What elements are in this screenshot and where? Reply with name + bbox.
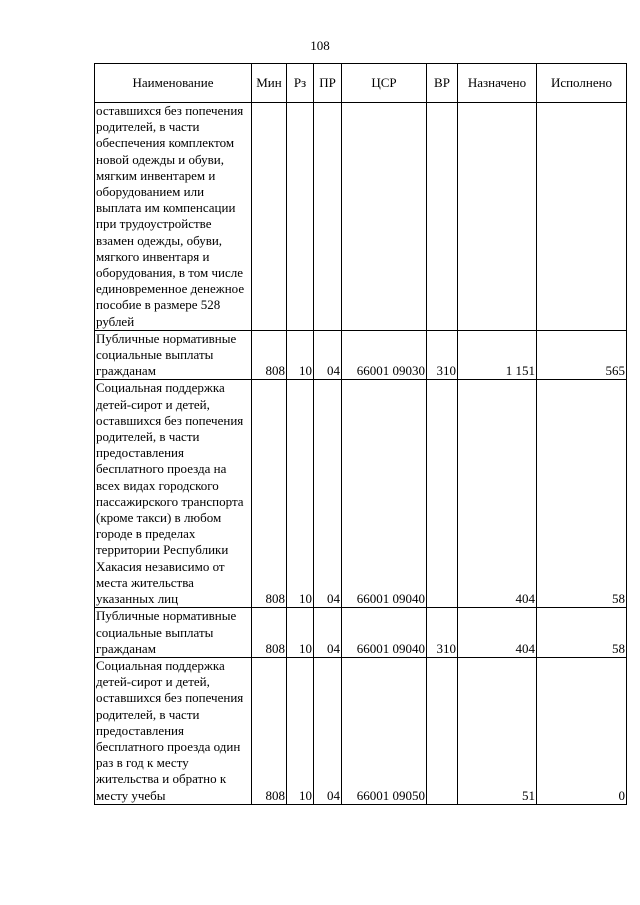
budget-table — [94, 63, 627, 805]
row-pr — [314, 103, 342, 331]
row-assigned: 1 151 — [458, 330, 537, 380]
row-rz: 10 — [287, 330, 314, 380]
row-rz: 10 — [287, 380, 314, 608]
row-csr — [342, 103, 427, 331]
row-rz: 10 — [287, 608, 314, 658]
row-assigned: 51 — [458, 657, 537, 804]
table-row — [95, 103, 627, 331]
row-min — [252, 103, 287, 331]
header-executed: Исполнено — [537, 64, 627, 103]
row-executed: 58 — [537, 380, 627, 608]
row-name: Социальная поддержка детей-сирот и детей, оставшихся без попечения родителей, в части предоставления бесплатного проезда на всех видах городского пассажирского транспорта (кроме такси) в любом городе в пределах территории Республики Хакасия независимо от места жительства указанных лиц — [95, 380, 252, 608]
row-vr — [427, 103, 458, 331]
row-assigned: 404 — [458, 380, 537, 608]
header-min: Мин — [252, 64, 287, 103]
row-name: Социальная поддержка детей-сирот и детей, оставшихся без попечения родителей, в части предоставления бесплатного проезда один раз в год к месту жительства и обратно к месту учебы — [95, 657, 252, 804]
row-pr: 04 — [314, 330, 342, 380]
table-row — [95, 657, 627, 804]
header-name: Наименование — [95, 64, 252, 103]
row-pr: 04 — [314, 380, 342, 608]
row-vr — [427, 380, 458, 608]
row-min: 808 — [252, 657, 287, 804]
row-vr — [427, 657, 458, 804]
header-assigned: Назначено — [458, 64, 537, 103]
header-vr: ВР — [427, 64, 458, 103]
row-rz: 10 — [287, 657, 314, 804]
row-executed: 58 — [537, 608, 627, 658]
row-min: 808 — [252, 380, 287, 608]
row-name: оставшихся без попечения родителей, в части обеспечения комплектом новой одежды и обуви, мягким инвентарем и оборудованием или выплата им компенсации при трудоустройстве взамен одежды, обуви, мягкого инвентаря и оборудования, в том числе единовременное денежное пособие в размере 528 рублей — [95, 103, 252, 331]
row-assigned — [458, 103, 537, 331]
table-row — [95, 608, 627, 658]
header-csr: ЦСР — [342, 64, 427, 103]
table-row — [95, 330, 627, 380]
row-min: 808 — [252, 330, 287, 380]
table-row — [95, 380, 627, 608]
page-number: 108 — [310, 38, 330, 53]
row-pr: 04 — [314, 608, 342, 658]
row-executed: 565 — [537, 330, 627, 380]
row-vr: 310 — [427, 330, 458, 380]
row-csr: 66001 09030 — [342, 330, 427, 380]
row-pr: 04 — [314, 657, 342, 804]
row-assigned: 404 — [458, 608, 537, 658]
row-rz — [287, 103, 314, 331]
row-executed: 0 — [537, 657, 627, 804]
row-csr: 66001 09050 — [342, 657, 427, 804]
row-vr: 310 — [427, 608, 458, 658]
header-row — [95, 64, 627, 103]
row-executed — [537, 103, 627, 331]
row-min: 808 — [252, 608, 287, 658]
row-csr: 66001 09040 — [342, 380, 427, 608]
row-name: Публичные нормативные социальные выплаты гражданам — [95, 608, 252, 658]
row-csr: 66001 09040 — [342, 608, 427, 658]
row-name: Публичные нормативные социальные выплаты гражданам — [95, 330, 252, 380]
header-rz: Рз — [287, 64, 314, 103]
header-pr: ПР — [314, 64, 342, 103]
